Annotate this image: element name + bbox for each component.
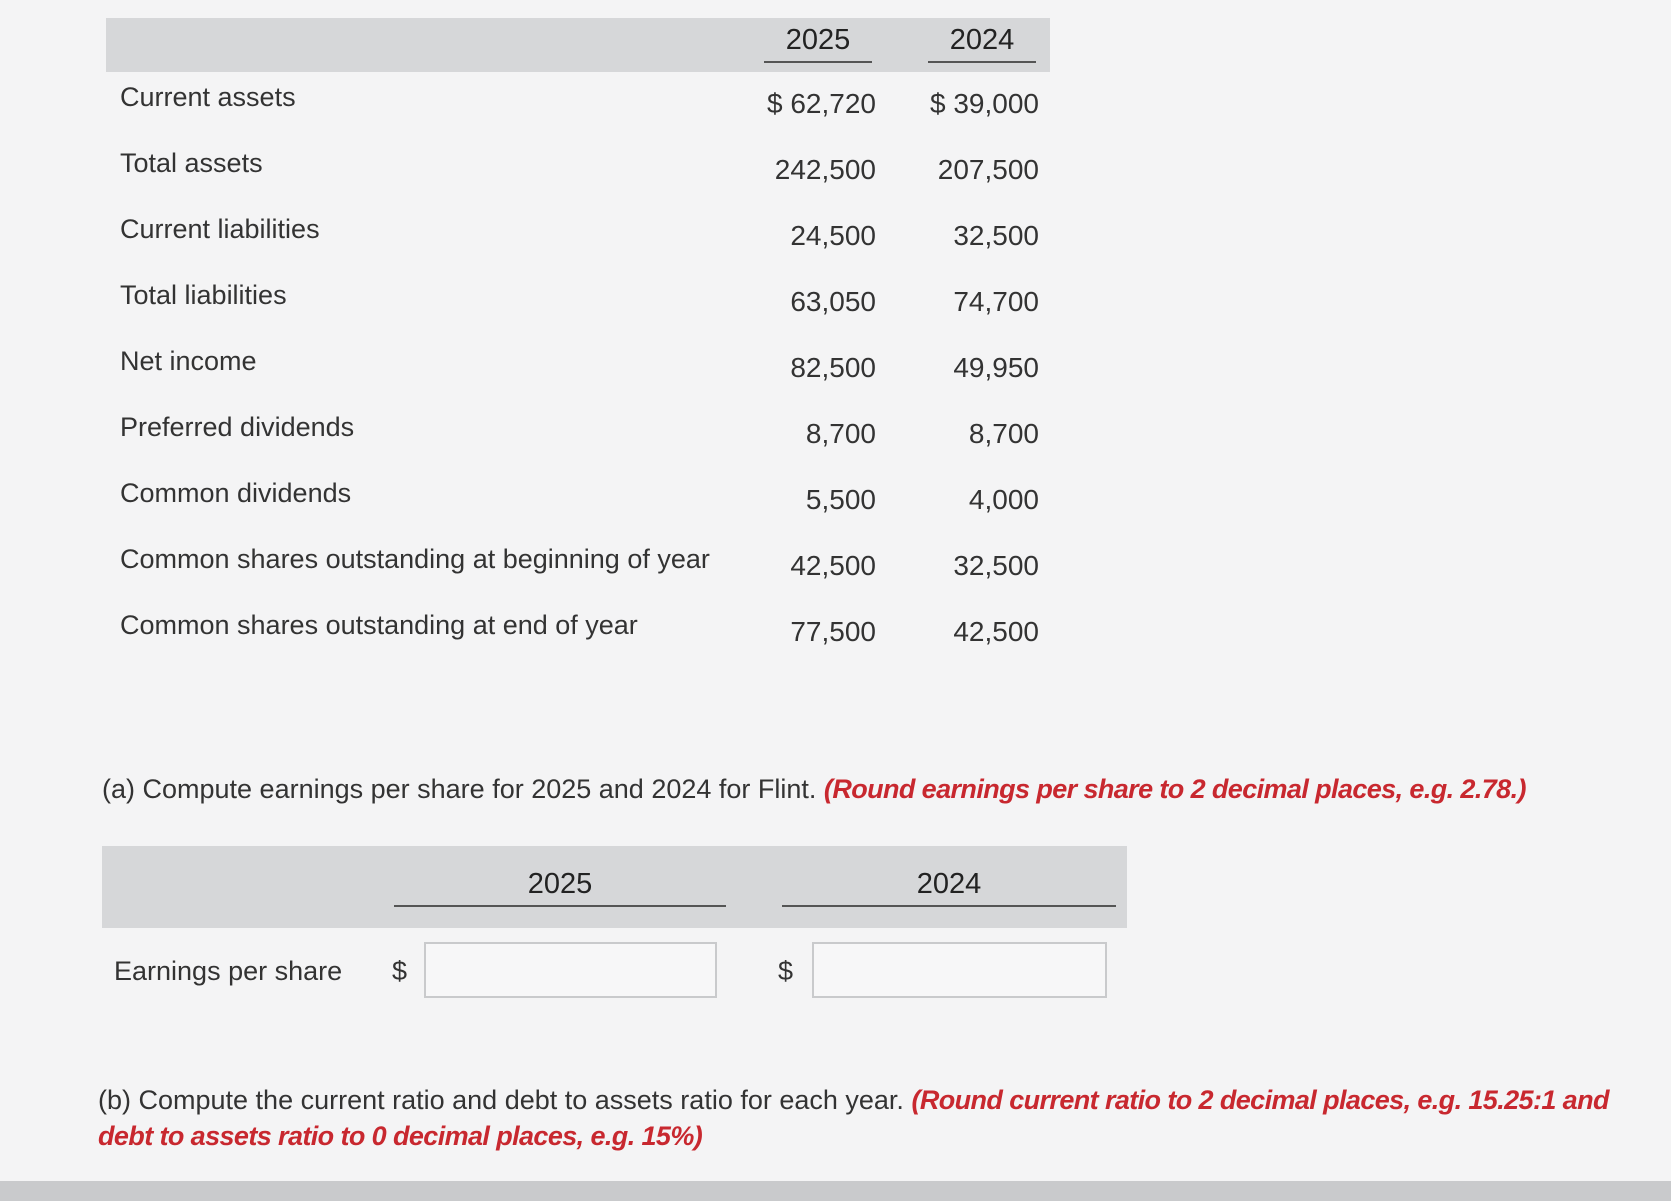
question-a-text: (a) Compute earnings per share for 2025 and 2024 for Flint. (102, 774, 817, 804)
eps-table-header (102, 846, 1127, 928)
row-label: Common shares outstanding at end of year (120, 610, 638, 640)
value-2024: 74,700 (953, 286, 1039, 317)
row-label: Common dividends (120, 478, 352, 508)
row-label: Current assets (120, 82, 296, 112)
question-b-hint: (Round current ratio to 2 decimal places, e.g. 15.25:1 and debt to assets ratio to 0 decimal places, e.g. 15%) (98, 1085, 1609, 1151)
row-label: Total assets (120, 148, 263, 178)
row-label: Total liabilities (120, 280, 287, 310)
value-2024: 49,950 (953, 352, 1039, 383)
column-header-2024: 2024 (928, 24, 1036, 63)
table-row (106, 336, 1050, 402)
value-2025: 5,500 (805, 484, 876, 515)
dollar-sign-2024: $ (778, 956, 794, 986)
value-2025: 82,500 (790, 352, 876, 383)
table-header (106, 18, 1050, 72)
value-2024: 4,000 (968, 484, 1039, 515)
question-a-hint: (Round earnings per share to 2 decimal places, e.g. 2.78.) (823, 774, 1526, 804)
row-label: Current liabilities (120, 214, 320, 244)
value-2024: $ 39,000 (930, 88, 1039, 119)
table-row (106, 204, 1050, 270)
value-2025: 63,050 (790, 286, 876, 317)
table-row (106, 138, 1050, 204)
table-row (106, 402, 1050, 468)
value-2024: 8,700 (968, 418, 1039, 449)
value-2024: 207,500 (937, 154, 1039, 185)
eps-2024-input[interactable] (812, 942, 1107, 998)
table-row (106, 468, 1050, 534)
value-2025: 24,500 (790, 220, 876, 251)
row-label: Preferred dividends (120, 412, 355, 442)
eps-column-header-2025: 2025 (394, 868, 726, 907)
value-2025: $ 62,720 (767, 88, 876, 119)
value-2025: 8,700 (805, 418, 876, 449)
value-2024: 42,500 (953, 616, 1039, 647)
question-b (98, 1082, 1658, 1154)
eps-row (102, 928, 1127, 1018)
question-a (102, 774, 1526, 805)
question-b-text: (b) Compute the current ratio and debt to assets ratio for each year. (98, 1085, 904, 1115)
value-2024: 32,500 (953, 550, 1039, 581)
value-2025: 242,500 (774, 154, 876, 185)
table-row (106, 270, 1050, 336)
row-label: Common shares outstanding at beginning of year (120, 544, 710, 574)
eps-column-header-2024: 2024 (782, 868, 1116, 907)
row-label: Net income (120, 346, 257, 376)
value-2025: 42,500 (790, 550, 876, 581)
table-row (106, 534, 1050, 600)
bottom-border (0, 1181, 1671, 1201)
eps-2025-input[interactable] (424, 942, 717, 998)
eps-label: Earnings per share (114, 956, 343, 986)
table-row (106, 600, 1050, 666)
column-header-2025: 2025 (764, 24, 872, 63)
eps-answer-table (102, 846, 1127, 1018)
dollar-sign-2025: $ (392, 956, 408, 986)
financial-data-table (106, 18, 1050, 666)
value-2024: 32,500 (953, 220, 1039, 251)
table-row (106, 72, 1050, 138)
value-2025: 77,500 (790, 616, 876, 647)
